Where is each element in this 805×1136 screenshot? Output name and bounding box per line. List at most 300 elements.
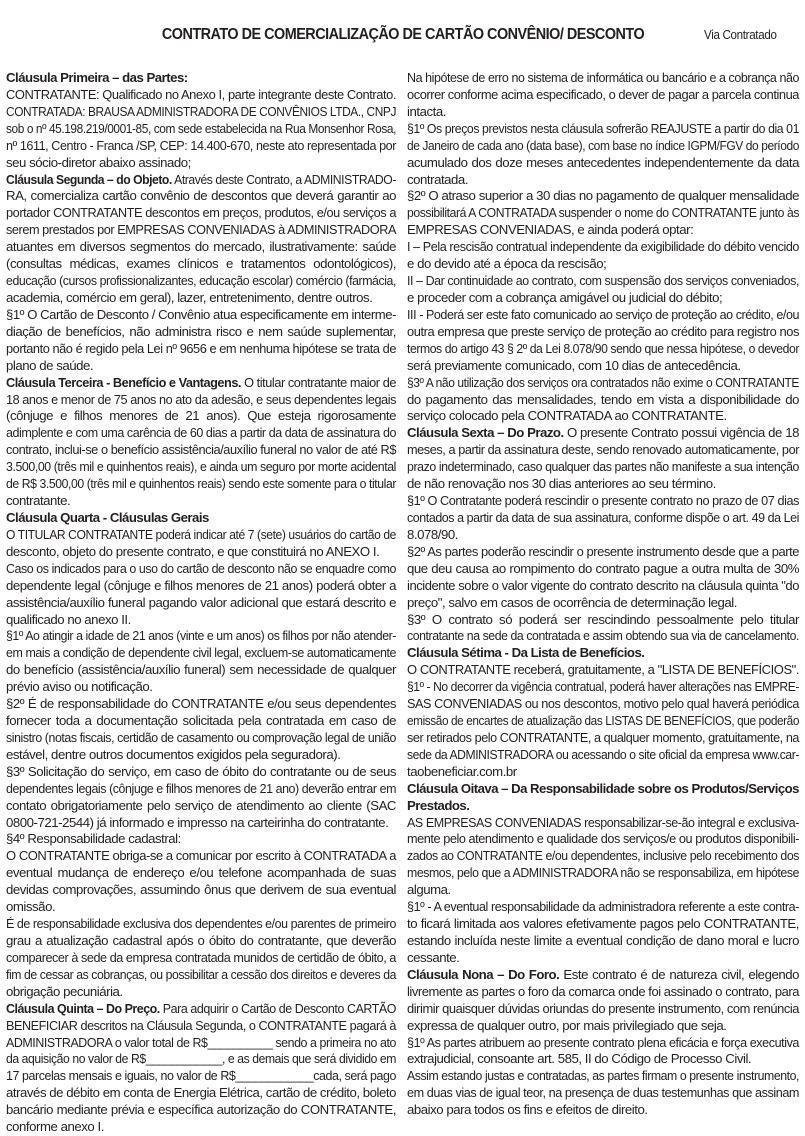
text-line-content (407, 510, 799, 527)
text-line-content (407, 459, 799, 476)
text-line (407, 1068, 799, 1085)
clause-text: §2º É de responsabilidade do CONTRATANTE e/ou seus dependentes (6, 696, 396, 712)
clause-text: adimplente e com uma carência de 60 dias a partir da data de assinatura do (6, 425, 396, 441)
left-column (6, 70, 396, 1136)
text-line (407, 188, 799, 205)
clause-text: nº 1611, Centro - Franca /SP, CEP: 14.400-670, neste ato representada por (6, 137, 396, 153)
text-line (6, 341, 396, 358)
text-line (6, 815, 396, 832)
text-line (6, 87, 396, 104)
clause-text: livremente as partes o foro da comarca onde foi assinado o contrato, para (407, 983, 799, 999)
text-line-content (407, 408, 799, 425)
clause-text: do benefício (assistência/auxílio funeral) sem necessidade de qualquer (6, 662, 396, 678)
text-line-content (407, 713, 799, 730)
text-line (407, 205, 799, 222)
text-line-content (6, 459, 396, 476)
text-line (6, 476, 396, 493)
text-line-content (6, 696, 396, 713)
text-line (6, 865, 396, 882)
clause-text: em duas vias de igual teor, na presença de duas testemunhas que assinam (407, 1085, 799, 1101)
text-line (407, 831, 799, 848)
clause-text: to ficará limitada aos valores efetivamente pagos pelo CONTRATANTE, (407, 916, 799, 932)
text-line-content (6, 544, 396, 561)
text-line (407, 256, 799, 273)
clause-heading: Cláusula Primeira – das Partes: (6, 70, 188, 85)
clause-text: da aquisição no valor de R$____________, e as demais que será dividido em (6, 1051, 396, 1067)
text-line (407, 578, 799, 595)
clause-text: dirimir quaisquer dúvidas oriundas do presente instrumento, com renúncia (407, 1000, 799, 1016)
text-line-content (6, 815, 396, 832)
text-line-content (407, 375, 799, 392)
text-line-content (6, 1035, 396, 1052)
clause-text: intacta. (407, 103, 446, 119)
text-line-content (6, 324, 396, 341)
text-line (6, 595, 396, 612)
text-line (407, 70, 799, 87)
clause-text: contratante na sede da contratada e assim obtendo sua via de cancelamento. (407, 628, 799, 644)
text-line (407, 781, 799, 798)
text-line (6, 933, 396, 950)
text-line (407, 848, 799, 865)
clause-text: II – Dar continuidade ao contrato, com suspensão dos serviços conveniados, (407, 273, 799, 289)
clause-text: desconto, objeto do presente contrato, e que constituirá no ANEXO I. (6, 543, 380, 559)
clause-text: preço", salvo em casos de ocorrência de determinação legal. (407, 594, 737, 610)
clause-text: taobeneficiar.com.br (407, 763, 517, 779)
clause-text: 17 parcelas mensais e iguais, no valor de R$____________cada, será pago (6, 1068, 396, 1084)
text-line (6, 239, 396, 256)
text-line (6, 713, 396, 730)
text-line (407, 984, 799, 1001)
text-line (407, 662, 799, 679)
text-line (407, 392, 799, 409)
clause-text: §1º O Contratante poderá rescindir o presente contrato no prazo de 07 dias (407, 493, 799, 509)
clause-heading: Cláusula Quarta - Cláusulas Gerais (6, 509, 209, 525)
text-line-content (407, 747, 799, 764)
clause-text: portador CONTRATANTE descontos em preços, produtos, e/ou serviços a (6, 205, 396, 221)
text-line-content (6, 713, 396, 730)
clause-text: plano de saúde. (6, 357, 94, 373)
text-line-content (6, 848, 396, 865)
text-line-content (407, 967, 799, 984)
text-line (407, 967, 799, 984)
text-line-content (6, 1018, 396, 1035)
text-line-content (6, 408, 396, 425)
clause-text: prévio aviso ou notificação. (6, 679, 153, 695)
clause-text: assistência/auxílio funeral pagando valor adicional que estará descrito e (6, 594, 396, 610)
clause-text: eventual mudança de endereço e/ou telefone acompanhada de suas (6, 865, 396, 881)
text-line-content (6, 933, 396, 950)
text-line (407, 1001, 799, 1018)
clause-text: O presente Contrato possui vigência de 18 (563, 425, 799, 441)
text-line (6, 324, 396, 341)
clause-text: outra empresa que preste serviço de proteção ao crédito para registro nos (407, 323, 799, 339)
text-line (6, 544, 396, 561)
clause-text: §3º A não utilização dos serviços ora contratados não exime o CONTRATANTE (407, 374, 799, 390)
text-line-content (407, 188, 799, 205)
text-line-content (407, 865, 799, 882)
text-line (407, 341, 799, 358)
text-line-content (6, 1068, 396, 1085)
text-line (6, 188, 396, 205)
text-line-content (6, 493, 396, 510)
text-line (407, 595, 799, 612)
text-line-content (6, 138, 396, 155)
text-line (6, 1035, 396, 1052)
text-line (6, 121, 396, 138)
text-line-content (6, 155, 396, 172)
text-line (407, 172, 799, 189)
clause-text: (cônjuge e filhos menores de 21 anos). Que esteja rigorosamente (6, 408, 396, 424)
clause-text: devidas comprovações, assumindo ônus que derivem de sua eventual (6, 882, 396, 898)
clause-text: §4º Responsabilidade cadastral: (6, 831, 181, 847)
text-line-content (6, 882, 396, 899)
text-line-content (6, 781, 396, 798)
text-line-content (407, 256, 799, 273)
text-line (407, 764, 799, 781)
text-line-content (407, 358, 799, 375)
text-line-content (6, 188, 396, 205)
text-line (407, 222, 799, 239)
clause-heading: Cláusula Quinta – Do Preço. (6, 1000, 160, 1016)
text-line (407, 730, 799, 747)
text-line (407, 679, 799, 696)
text-line-content (407, 493, 799, 510)
text-line-content (6, 239, 396, 256)
copy-label: Via Contratado (704, 28, 777, 42)
text-line (6, 510, 396, 527)
text-line (6, 578, 396, 595)
text-line-content (407, 1035, 799, 1052)
text-line (6, 764, 396, 781)
clause-text: expressa de qualquer outro, por mais privilegiado que seja. (407, 1017, 727, 1033)
clause-text: será previamente comunicado, com 10 dias de antecedência. (407, 357, 741, 373)
text-line-content (407, 950, 799, 967)
clause-text: §1º - A eventual responsabilidade da administradora referente a este contra- (407, 899, 799, 915)
text-line (6, 172, 396, 189)
text-line-content (407, 781, 799, 798)
clause-text: termos do artigo 43 § 2º da Lei 8.078/90 sendo que nessa hipótese, o devedor (407, 340, 799, 356)
clause-text: §3º O contrato só poderá ser rescindindo pessoalmente pelo titular (407, 611, 799, 627)
text-line-content (6, 425, 396, 442)
clause-text: atuantes em diversos segmentos do mercado, ilustrativamente: saúde (6, 239, 396, 255)
text-line-content (6, 645, 396, 662)
clause-text: I – Pela rescisão contratual independente da exigibilidade do débito vencido (407, 239, 799, 255)
clause-text: 18 anos e menor de 75 anos no ato da adesão, e seus dependentes legais (6, 391, 396, 407)
text-line-content (6, 916, 396, 933)
text-line (6, 561, 396, 578)
text-line-content (407, 205, 799, 222)
clause-heading: Cláusula Nona – Do Foro. (407, 966, 560, 982)
text-line-content (6, 273, 396, 290)
text-line-content (6, 87, 396, 104)
text-line (407, 1085, 799, 1102)
clause-text: mente pelo atendimento e qualidade dos serviços/e ou produtos disponibili- (407, 831, 799, 847)
text-line (407, 493, 799, 510)
clause-text: alguma. (407, 882, 451, 898)
right-column (407, 70, 799, 1119)
text-line-content (6, 612, 396, 629)
clause-text: É de responsabilidade exclusiva dos dependentes e/ou parentes de primeiro (6, 916, 396, 932)
clause-text: mesmos, pelo que a ADMINISTRADORA não se responsabiliza, em hipótese (407, 865, 799, 881)
clause-text: (consultas médicas, exames clínicos e tratamentos odontológicos), (6, 256, 396, 272)
clause-text: ser retirados pelo CONTRATANTE, a qualquer momento, gratuitamente, na (407, 729, 799, 745)
clause-text: omissão. (6, 899, 56, 915)
text-line-content (407, 595, 799, 612)
clause-heading: Cláusula Sexta – Do Prazo. (407, 425, 564, 441)
text-line-content (6, 104, 396, 121)
text-line-content (6, 628, 396, 645)
clause-text: EMPRESAS CONVENIADAS, e ainda poderá optar: (407, 222, 694, 238)
clause-heading: Cláusula Segunda – do Objeto. (6, 171, 172, 187)
text-line-content (407, 628, 799, 645)
text-line (6, 967, 396, 984)
text-line-content (407, 290, 799, 307)
text-line-content (407, 815, 799, 832)
text-line-content (6, 375, 396, 392)
text-line-content (407, 155, 799, 172)
clause-text: comparecer à sede da empresa contratada munidos de certidão de óbito, a (6, 949, 396, 965)
text-line-content (407, 612, 799, 629)
text-line-content (6, 1102, 396, 1119)
text-line-content (407, 222, 799, 239)
text-line (6, 256, 396, 273)
clause-text: §3º Solicitação do serviço, em caso de óbito do contratante ou de seus (6, 763, 396, 779)
clause-text: meses, a partir da assinatura deste, sendo renovado automaticamente, por (407, 442, 799, 458)
text-line (407, 544, 799, 561)
clause-text: 3.500,00 (três mil e quinhentos reais), e ainda um seguro por morte acidental (6, 459, 396, 475)
clause-text: fornecer toda a documentação solicitada pela contratada em caso de (6, 713, 396, 729)
clause-text: sinistro (notas fiscais, certidão de casamento ou comprovação legal de união (6, 729, 396, 745)
text-line-content (6, 679, 396, 696)
clause-heading: Cláusula Oitava – Da Responsabilidade sobre os Produtos/Serviços (407, 780, 799, 796)
clause-text: bancário mediante prévia e específica autorização do CONTRATANTE, (6, 1102, 396, 1118)
text-line-content (6, 341, 396, 358)
text-line-content (6, 256, 396, 273)
clause-text: em mais a condição de dependente civil legal, excluem-se automaticamente (6, 645, 396, 661)
clause-heading: Cláusula Terceira - Benefício e Vantagens. (6, 374, 241, 390)
clause-text: contrato, inclui-se o benefício assistência/auxílio funeral no valor de até R$ (6, 442, 396, 458)
text-line-content (407, 764, 799, 781)
clause-text: §1º - No decorrer da vigência contratual, poderá haver alterações nas EMPRE- (407, 679, 799, 695)
text-line (407, 442, 799, 459)
text-line (407, 273, 799, 290)
clause-text: O CONTRATANTE obriga-se a comunicar por escrito à CONTRATADA a (6, 848, 396, 864)
text-line (6, 408, 396, 425)
text-line (407, 950, 799, 967)
text-line-content (6, 172, 396, 189)
text-line (6, 612, 396, 629)
text-line (407, 798, 799, 815)
text-line (6, 425, 396, 442)
text-line-content (6, 510, 396, 527)
text-line (407, 747, 799, 764)
text-line-content (407, 121, 799, 138)
text-line-content (407, 70, 799, 87)
clause-text: obrigação pecuniária. (6, 983, 123, 999)
clause-text: estando incluída neste limite a eventual condição de dano moral e lucro (407, 933, 799, 949)
text-line (407, 1102, 799, 1119)
clause-text: através de débito em conta de Energia Elétrica, cartão de crédito, boleto (6, 1085, 396, 1101)
text-line (407, 713, 799, 730)
text-line (6, 950, 396, 967)
text-line-content (407, 239, 799, 256)
clause-text: Para adquirir o Cartão de Desconto CARTÃO (159, 1000, 396, 1016)
clause-text: SAS CONVENIADAS ou nos descontos, motivo pelo qual haverá periódica (407, 696, 799, 712)
clause-text: §2º O atraso superior a 30 dias no pagamento de qualquer mensalidade (407, 188, 799, 204)
document-title (29, 26, 778, 44)
clause-text: O titular contratante maior de (240, 374, 396, 390)
text-line (6, 747, 396, 764)
text-line (6, 1068, 396, 1085)
document-title-text: CONTRATO DE COMERCIALIZAÇÃO DE CARTÃO CONVÊNIO/ DESCONTO (161, 26, 645, 43)
text-line (6, 679, 396, 696)
text-line (6, 848, 396, 865)
text-line-content (407, 1001, 799, 1018)
text-line-content (6, 561, 396, 578)
text-line (6, 155, 396, 172)
text-line (407, 865, 799, 882)
text-line-content (6, 358, 396, 375)
text-line-content (407, 984, 799, 1001)
clause-text: §1º Ao atingir a idade de 21 anos (vinte e um anos) os filhos por não atender- (6, 628, 396, 644)
clause-text: portanto não é regido pela Lei nº 9656 e em nenhuma hipótese se trata de (6, 340, 396, 356)
text-line-content (6, 222, 396, 239)
text-line (6, 1119, 396, 1136)
text-line-content (6, 70, 396, 87)
text-line-content (6, 205, 396, 222)
text-line (407, 138, 799, 155)
clause-text: acumulado dos doze meses antecedentes independentemente da data (407, 154, 799, 170)
text-line-content (407, 730, 799, 747)
text-line (6, 222, 396, 239)
clause-text: de não renovação nos 30 dias anteriores ao seu término. (407, 476, 716, 492)
text-line-content (407, 324, 799, 341)
text-line-content (6, 798, 396, 815)
text-line (407, 815, 799, 832)
clause-text: sob o nº 45.198.219/0001-85, com sede estabelecida na Rua Monsenhor Rosa, (6, 120, 396, 136)
text-line (6, 730, 396, 747)
text-line (407, 527, 799, 544)
text-line-content (407, 1085, 799, 1102)
clause-text: Na hipótese de erro no sistema de informática ou bancário e a cobrança não (407, 70, 799, 85)
text-line (6, 899, 396, 916)
clause-text: diação de benefícios, não administra risco e nem saúde suplementar, (6, 323, 396, 339)
text-line-content (407, 273, 799, 290)
clause-text: §2º As partes poderão rescindir o presente instrumento desde que a parte (407, 543, 799, 559)
text-line-content (407, 341, 799, 358)
clause-text: dependente legal (cônjuge e filhos menores de 21 anos) poderá obter a (6, 577, 396, 593)
clause-text: 0800-721-2544) já informado e impresso na carteirinha do contratante. (6, 814, 389, 830)
clause-text: zados ao CONTRATANTE e/ou dependentes, inclusive pelo recebimento dos (407, 848, 799, 864)
text-line-content (6, 290, 396, 307)
text-line-content (6, 831, 396, 848)
text-line-content (6, 527, 396, 544)
text-line (407, 612, 799, 629)
clause-text: §1º O Cartão de Desconto / Convênio atua especificamente em interme- (6, 306, 396, 322)
clause-heading: Prestados. (407, 797, 470, 813)
clause-text: dependentes legais (cônjuge e filhos menores de 21 ano) deverão entrar em (6, 780, 396, 796)
text-line-content (6, 950, 396, 967)
clause-text: Este contrato é de natureza civil, elegendo (559, 966, 799, 982)
text-line (407, 510, 799, 527)
text-line (6, 645, 396, 662)
text-line-content (6, 307, 396, 324)
clause-text: §1º As partes atribuem ao presente contrato plena eficácia e força executiva (407, 1034, 799, 1050)
text-line-content (407, 848, 799, 865)
text-line-content (407, 138, 799, 155)
text-line (407, 561, 799, 578)
clause-text: de R$ 3.500,00 (três mil e quinhentos reais) sendo este somente para o titular (6, 476, 396, 492)
text-line (6, 1102, 396, 1119)
clause-text: CONTRATADA: BRAUSA ADMINISTRADORA DE CONVÊNIOS LTDA., CNPJ (6, 103, 396, 119)
text-line (407, 1035, 799, 1052)
text-line (6, 205, 396, 222)
text-line (6, 104, 396, 121)
clause-text: contratada. (407, 171, 469, 187)
text-line-content (407, 696, 799, 713)
clause-text: incidente sobre o valor vigente do contrato descrito na cláusula quinta "do (407, 577, 799, 593)
text-line (6, 358, 396, 375)
clause-text: AS EMPRESAS CONVENIADAS responsabilizar-se-ão integral e exclusiva- (407, 814, 799, 830)
text-line-content (407, 561, 799, 578)
clause-text: Através deste Contrato, a ADMINISTRADO- (171, 171, 396, 187)
text-line (407, 358, 799, 375)
clause-text: abaixo para todos os fins e efeitos de direito. (407, 1102, 648, 1118)
clause-text: extrajudicial, consoante art. 585, II do Código de Processo Civil. (407, 1051, 752, 1067)
text-line-content (407, 1018, 799, 1035)
clause-text: emissão de encartes de atualização das LISTAS DE BENEFÍCIOS, que poderão (407, 713, 799, 729)
text-line-content (407, 1102, 799, 1119)
text-line-content (407, 104, 799, 121)
text-line (407, 1018, 799, 1035)
clause-text: conforme anexo I. (6, 1119, 104, 1135)
clause-text: 8.078/90. (407, 526, 458, 542)
text-line (6, 1085, 396, 1102)
clause-text: CONTRATANTE: Qualificado no Anexo I, parte integrante deste Contrato. (6, 86, 396, 102)
clause-text: serviço colocado pela CONTRATADA ao CONTRATANTE. (407, 408, 727, 424)
text-line-content (407, 1068, 799, 1085)
text-line (407, 696, 799, 713)
text-line (6, 392, 396, 409)
text-line-content (407, 899, 799, 916)
clause-text: sede da ADMINISTRADORA ou acessando o site oficial da empresa www.car- (407, 746, 799, 762)
clause-text: III - Poderá ser este fato comunicado ao serviço de proteção ao crédito, e/ou (407, 306, 799, 322)
clause-text: e proceder com a cobrança amigável ou judicial do débito; (407, 289, 723, 305)
text-line (407, 307, 799, 324)
clause-text: O TITULAR CONTRATANTE poderá indicar até 7 (sete) usuários do cartão de (6, 526, 396, 542)
text-line-content (6, 578, 396, 595)
clause-text: do pagamento das mensalidades, tendo em vista a disponibilidade do (407, 391, 799, 407)
text-line-content (6, 1051, 396, 1068)
clause-heading: Cláusula Sétima - Da Lista de Benefícios. (407, 645, 645, 661)
text-line (407, 324, 799, 341)
text-line (6, 798, 396, 815)
text-line (6, 138, 396, 155)
text-line-content (407, 87, 799, 104)
text-line-content (6, 392, 396, 409)
clause-text: RA, comercializa cartão convênio de descontos que deverá garantir ao (6, 188, 396, 204)
text-line (6, 916, 396, 933)
clause-text: serem prestados por EMPRESAS CONVENIADAS à ADMINISTRADORA (6, 222, 396, 238)
text-line-content (407, 933, 799, 950)
clause-text: educação (cursos profissionalizantes, educação escolar) comércio (farmácia, (6, 273, 396, 289)
text-line-content (407, 544, 799, 561)
text-line-content (6, 984, 396, 1001)
clause-text: prazo indeterminado, caso qualquer das partes não manifeste a sua intenção (407, 459, 799, 475)
text-line (6, 307, 396, 324)
clause-text: ADMINISTRADORA o valor total de R$__________ sendo a primeira no ato (6, 1034, 396, 1050)
text-line-content (6, 1119, 396, 1136)
